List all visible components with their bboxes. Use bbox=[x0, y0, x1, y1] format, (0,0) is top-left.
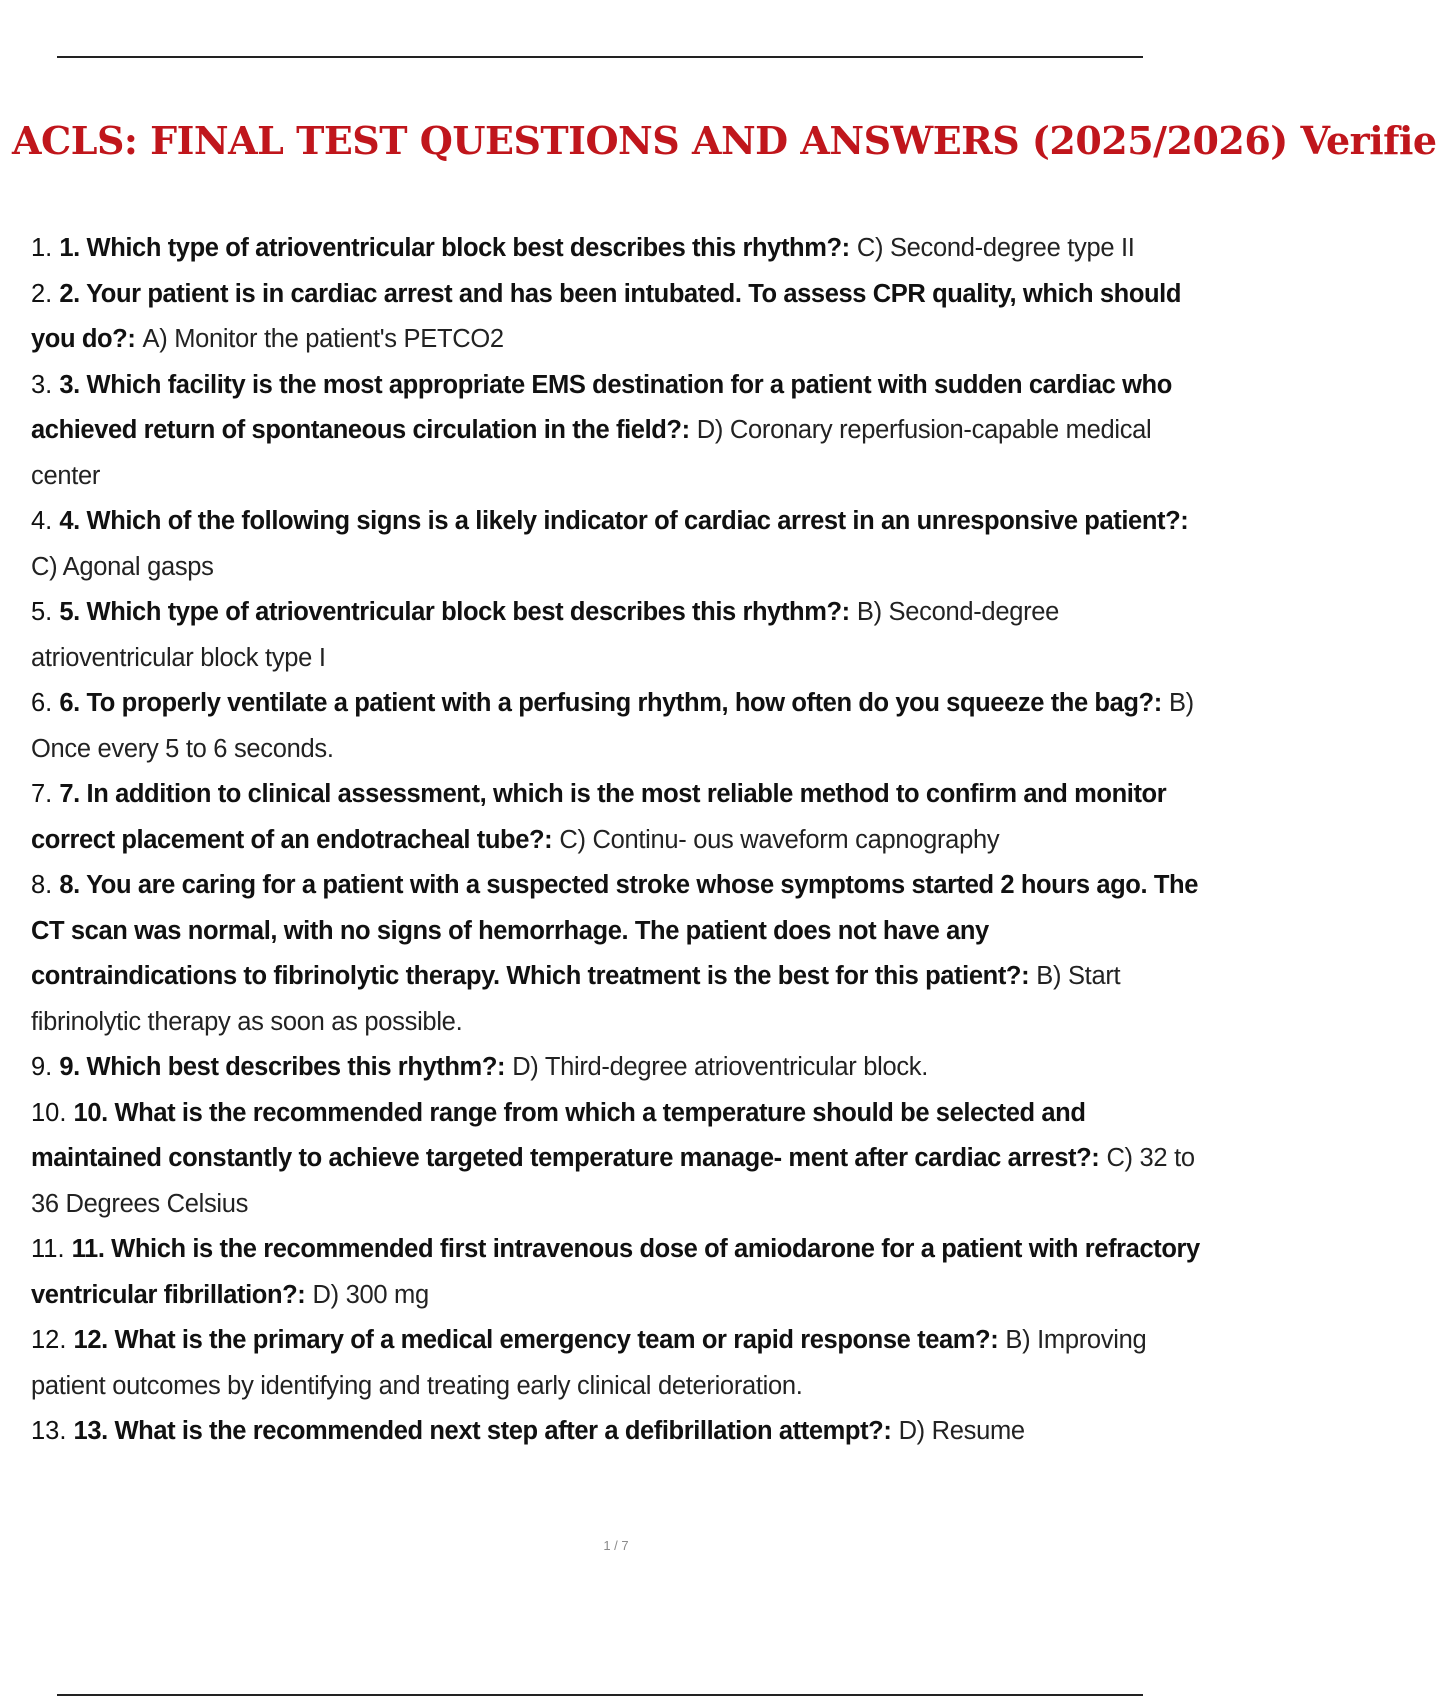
page-indicator: 1 / 7 bbox=[603, 1538, 629, 1553]
question-number: 2. bbox=[31, 279, 53, 308]
question-number: 7. bbox=[31, 780, 53, 808]
question-item bbox=[31, 863, 1200, 1045]
answer-text: D) Coronary reperfusion-capable medical center bbox=[31, 416, 1152, 490]
answer-text: C) Continu- ous waveform capnography bbox=[559, 825, 1000, 854]
question-list bbox=[31, 226, 1200, 1455]
question-item bbox=[31, 272, 1200, 363]
top-divider bbox=[57, 56, 1143, 58]
question-item bbox=[31, 772, 1200, 863]
answer-text: A) Monitor the patient's PETCO2 bbox=[142, 325, 504, 353]
question-number: 6. bbox=[31, 689, 53, 717]
answer-text: D) Third-degree atrioventricular block. bbox=[512, 1053, 929, 1081]
answer-text: D) 300 mg bbox=[312, 1280, 429, 1309]
question-item bbox=[31, 1091, 1200, 1228]
question-number: 4. bbox=[31, 507, 53, 535]
question-item bbox=[31, 1227, 1200, 1318]
question-item bbox=[31, 681, 1200, 772]
question-number: 1. bbox=[31, 234, 53, 262]
question-number: 12. bbox=[31, 1326, 67, 1354]
answer-text: B) Once every 5 to 6 seconds. bbox=[31, 689, 1194, 763]
question-text: 1. Which type of atrioventricular block best describes this rhythm?: bbox=[59, 234, 850, 262]
question-number: 11. bbox=[31, 1235, 65, 1263]
question-text: 13. What is the recommended next step after a defibrillation attempt?: bbox=[73, 1417, 892, 1445]
question-item bbox=[31, 499, 1200, 590]
question-number: 3. bbox=[31, 370, 53, 399]
question-text: 3. Which facility is the most appropriate EMS destination for a patient with sudden cardiac who achieved return of spontaneous circulation in the field?: bbox=[31, 370, 1172, 444]
question-number: 5. bbox=[31, 598, 53, 626]
question-item bbox=[31, 590, 1200, 681]
question-item bbox=[31, 1045, 1200, 1091]
question-text: 6. To properly ventilate a patient with a perfusing rhythm, how often do you squeeze the bag?: bbox=[59, 689, 1162, 717]
question-text: 7. In addition to clinical assessment, which is the most reliable method to confirm and monitor correct placement of an endotracheal tube?: bbox=[31, 780, 1167, 854]
answer-text: B) Start fibrinolytic therapy as soon as possible. bbox=[31, 962, 1121, 1036]
question-number: 10. bbox=[31, 1098, 67, 1127]
question-item bbox=[31, 1318, 1200, 1409]
question-item bbox=[31, 363, 1200, 500]
question-text: 11. Which is the recommended first intravenous dose of amiodarone for a patient with refractory ventricular fibrillation?: bbox=[31, 1235, 1200, 1309]
bottom-divider bbox=[57, 1694, 1143, 1696]
question-text: 9. Which best describes this rhythm?: bbox=[59, 1053, 506, 1081]
question-text: 2. Your patient is in cardiac arrest and has been intubated. To assess CPR quality, which should you do?: bbox=[31, 279, 1182, 353]
question-text: 5. Which type of atrioventricular block best describes this rhythm?: bbox=[59, 598, 850, 626]
answer-text: C) Second-degree type II bbox=[856, 234, 1135, 262]
question-text: 12. What is the primary of a medical emergency team or rapid response team?: bbox=[73, 1326, 999, 1354]
question-number: 8. bbox=[31, 871, 53, 899]
question-item bbox=[31, 1409, 1200, 1455]
answer-text: C) Agonal gasps bbox=[31, 552, 214, 581]
question-text: 4. Which of the following signs is a likely indicator of cardiac arrest in an unresponsive patient?: bbox=[59, 507, 1189, 535]
answer-text: D) Resume bbox=[898, 1417, 1025, 1445]
answer-text: B) Second-degree atrioventricular block type I bbox=[31, 598, 1060, 672]
question-text: 10. What is the recommended range from which a temperature should be selected and maintained constantly to achieve targeted temperature manage- ment after cardiac arrest?: bbox=[31, 1098, 1100, 1172]
answer-text: B) Improving patient outcomes by identifying and treating early clinical deterioration. bbox=[31, 1326, 1147, 1400]
document-title: ACLS: FINAL TEST QUESTIONS AND ANSWERS (2025/2026) Verifie bbox=[12, 118, 1437, 163]
question-number: 13. bbox=[31, 1417, 67, 1445]
question-number: 9. bbox=[31, 1053, 53, 1081]
answer-text: C) 32 to 36 Degrees Celsius bbox=[31, 1144, 1195, 1218]
question-text: 8. You are caring for a patient with a suspected stroke whose symptoms started 2 hours ago. The CT scan was normal, with no signs of hemorrhage. The patient does not have any contraindications to fibrinolytic therapy. Which treatment is the best for this patient?: bbox=[31, 871, 1198, 990]
question-item bbox=[31, 226, 1200, 272]
